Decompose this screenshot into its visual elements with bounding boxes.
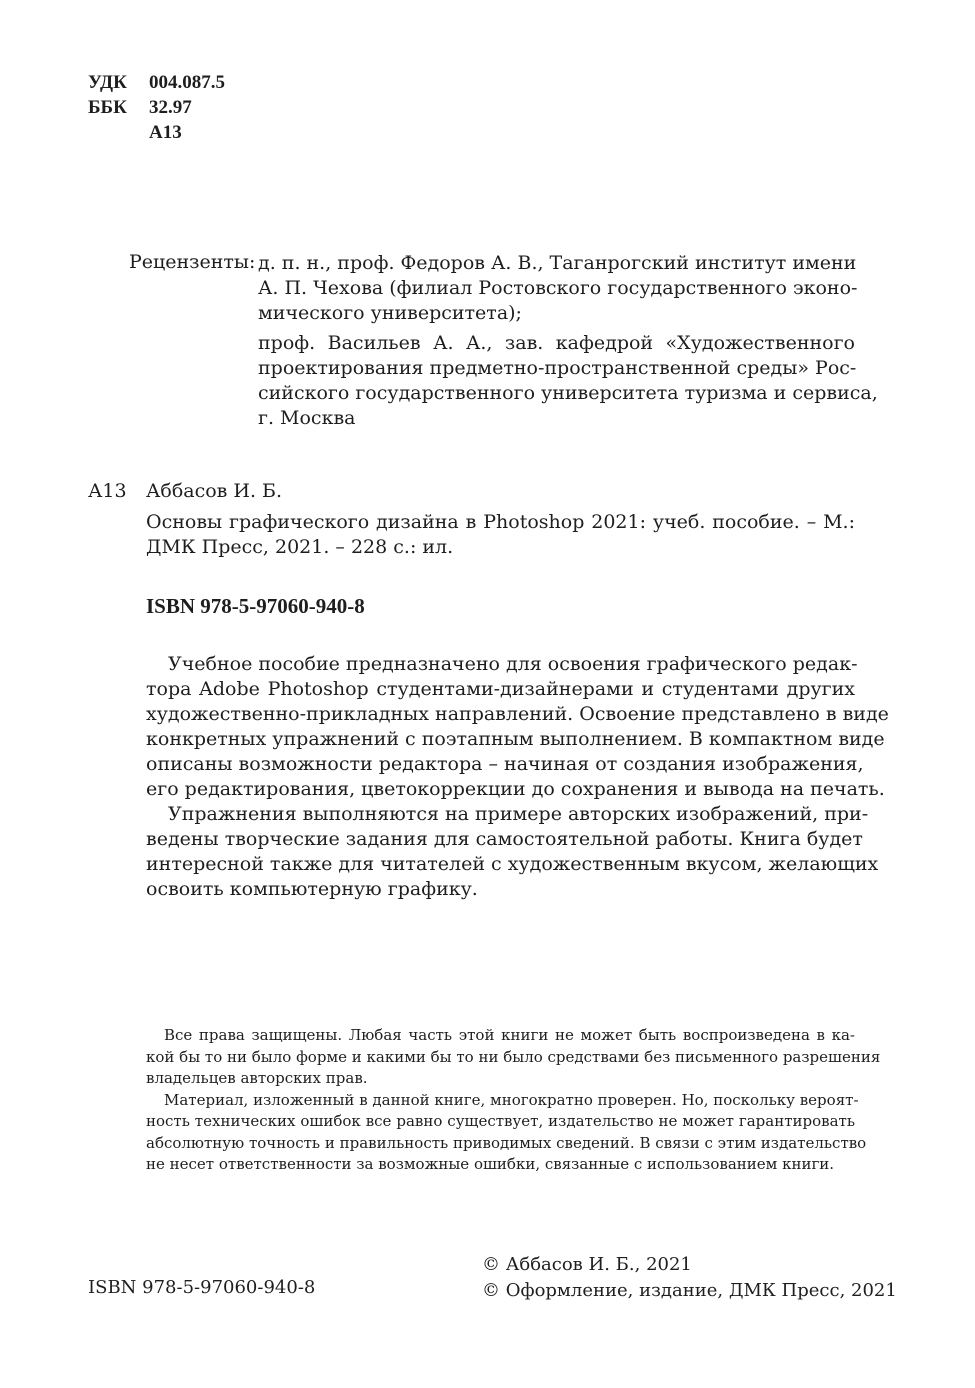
bbk-label: ББК [88,97,127,118]
copyright-publisher: © Оформление, издание, ДМК Пресс, 2021 [482,1280,897,1301]
bib-code: А13 [88,480,127,502]
bib-description-line: Основы графического дизайна в Photoshop 2021: учеб. пособие. – М.: [146,511,855,533]
footer-isbn: ISBN 978-5-97060-940-8 [88,1277,316,1298]
isbn-main: ISBN 978-5-97060-940-8 [146,594,365,618]
annotation-line: конкретных упражнений с поэтапным выполнением. В компактном виде [146,728,885,750]
annotation-line: тора Adobe Photoshop студентами-дизайнерами и студентами других [146,678,855,700]
annotation-line: его редактирования, цветокоррекции до сохранения и вывода на печать. [146,778,885,800]
legal-line: Материал, изложенный в данной книге, многократно проверен. Но, поскольку вероят- [164,1090,859,1109]
copyright-block [482,1252,897,1304]
reviewer-2-line: г. Москва [258,407,356,429]
bib-author: Аббасов И. Б. [146,480,283,502]
reviewer-2 [258,331,878,431]
udk-row [88,70,225,95]
annotation-line: описаны возможности редактора – начиная от создания изображения, [146,753,864,775]
bbk-value: 32.97 [149,97,192,118]
annotation-line: художественно-прикладных направлений. Освоение представлено в виде [146,703,889,725]
reviewer-2-line: проф. Васильев А. А., зав. кафедрой «Художественного [258,332,855,354]
legal-notice [146,1025,881,1176]
legal-line: Все права защищены. Любая часть этой книги не может быть воспроизведена в ка- [164,1026,855,1044]
legal-line: кой бы то ни было форме и какими бы то ни было средствами без письменного разрешения [146,1047,881,1066]
annotation-line: Упражнения выполняются на примере авторских изображений, при- [168,803,869,825]
annotation-line: интересной также для читателей с художественным вкусом, желающих [146,853,879,875]
legal-line: абсолютную точность и правильность приводимых сведений. В связи с этим издательство [146,1133,867,1152]
classification-block [88,70,225,145]
author-mark: А13 [149,122,182,143]
copyright-author: © Аббасов И. Б., 2021 [482,1254,692,1275]
annotation-line: освоить компьютерную графику. [146,878,478,900]
reviewer-1-line: мического университета); [258,302,522,324]
reviewer-1-line: А. П. Чехова (филиал Ростовского государственного эконо- [258,277,858,299]
udk-value: 004.087.5 [149,72,225,93]
reviewer-2-line: проектирования предметно-пространственной среды» Рос- [258,357,857,379]
bib-description [146,510,855,560]
author-mark-row [88,120,225,145]
annotation-line: Учебное пособие предназначено для освоения графического редак- [168,653,858,675]
reviewer-2-line: сийского государственного университета туризма и сервиса, [258,382,878,404]
reviewer-1-line: д. п. н., проф. Федоров А. В., Таганрогский институт имени [258,252,857,274]
udk-label: УДК [88,72,127,93]
legal-line: владельцев авторских прав. [146,1069,368,1087]
reviewer-1 [258,251,858,326]
reviewers-label: Рецензенты: [129,251,256,273]
bbk-row [88,95,225,120]
legal-line: не несет ответственности за возможные ошибки, связанные с использованием книги. [146,1155,835,1173]
annotation-line: ведены творческие задания для самостоятельной работы. Книга будет [146,828,863,850]
annotation [146,652,889,902]
legal-line: ность технических ошибок все равно существует, издательство не может гарантировать [146,1112,855,1130]
bib-description-line: ДМК Пресс, 2021. – 228 с.: ил. [146,536,454,558]
